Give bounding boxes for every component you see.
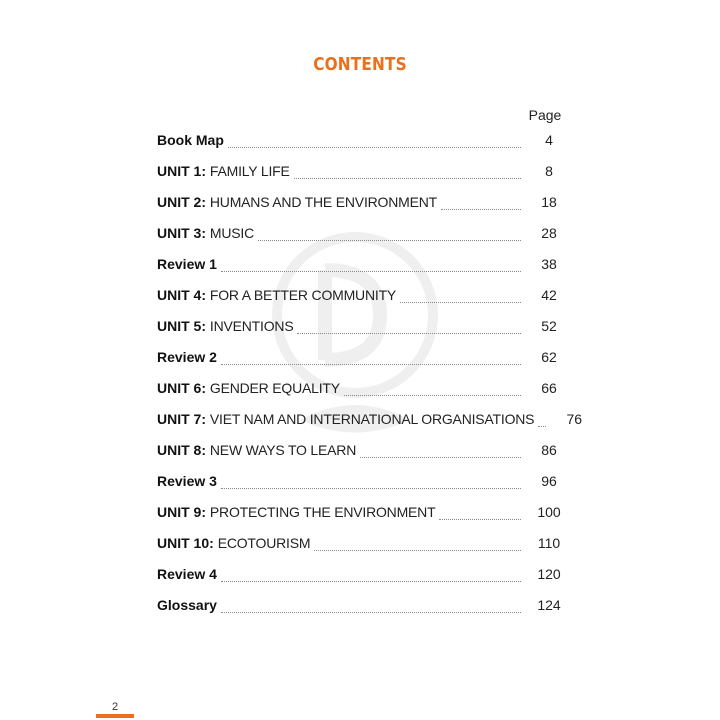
toc-entry-page-number: 62 [541,349,557,365]
dot-leader [441,201,521,210]
toc-entry-page-number: 38 [541,256,557,272]
toc-entry-page-number: 100 [537,504,561,520]
toc-entry-label [157,591,217,619]
dot-leader [221,356,521,365]
toc-entry-page-number: 120 [537,566,561,582]
toc-entry[interactable] [157,374,565,402]
toc-entry[interactable] [157,157,565,185]
dot-leader [221,480,521,489]
toc-entry[interactable] [157,529,565,557]
dot-leader [297,325,521,334]
toc-entry-prefix: UNIT 9: [157,504,206,520]
toc-entry-prefix: UNIT 6: [157,380,206,396]
toc-entry[interactable] [157,498,565,526]
toc-entry-title: FOR A BETTER COMMUNITY [209,287,397,303]
toc-entry-label [157,312,293,340]
page-title: CONTENTS [313,54,407,75]
toc-entry[interactable] [157,591,565,619]
dot-leader [221,604,521,613]
toc-entry-prefix: UNIT 3: [157,225,206,241]
toc-entry-label [157,188,437,216]
footer-page-number: 2 [111,701,119,713]
toc-entry-page-number: 66 [541,380,557,396]
toc-entry-title: GENDER EQUALITY [209,380,340,396]
dot-leader [400,294,521,303]
toc-entry-page-number: 124 [537,597,561,613]
toc-entry-label [157,219,254,247]
toc-entry-label [157,343,217,371]
dot-leader [294,170,521,179]
toc-entry-page-number: 42 [541,287,557,303]
toc-entry-page-number: 8 [545,163,553,179]
toc-entry-prefix: UNIT 7: [157,411,206,427]
toc-entry[interactable] [157,219,565,247]
dot-leader [538,418,546,427]
toc-entry-prefix: UNIT 8: [157,442,206,458]
toc-entry[interactable] [157,250,565,278]
toc-entry-title: NEW WAYS TO LEARN [209,442,357,458]
toc-entry[interactable] [157,436,565,464]
toc-entry-prefix: UNIT 1: [157,163,206,179]
toc-entry-prefix: Review 4 [157,566,217,582]
dot-leader [258,232,521,241]
toc-entry-label [157,126,224,154]
toc-entry-label [157,467,217,495]
toc-entry[interactable] [157,343,565,371]
toc-entry-label [157,560,217,588]
toc-entry-page-number: 52 [541,318,557,334]
toc-entry-page-number: 86 [541,442,557,458]
toc-entry-title: FAMILY LIFE [209,163,290,179]
toc-entry-label [157,157,290,185]
toc-entry-label [157,436,356,464]
dot-leader [344,387,521,396]
dot-leader [360,449,521,458]
toc-entry-title: PROTECTING THE ENVIRONMENT [209,504,436,520]
toc-entry-page-number: 76 [566,411,583,427]
toc-entry-prefix: UNIT 2: [157,194,206,210]
toc-entry-label [157,405,534,433]
toc-entry-title: ECOTOURISM [217,535,311,551]
toc-entry-prefix: UNIT 10: [157,535,214,551]
dot-leader [439,511,521,520]
toc-entry-page-number: 4 [545,132,553,148]
footer-accent-bar [96,714,134,718]
toc-entry[interactable] [157,405,583,433]
toc-entry-page-number: 110 [537,535,561,551]
toc-entry-label [157,374,340,402]
toc-entry-title: MUSIC [209,225,255,241]
toc-entry-prefix: Glossary [157,597,217,613]
toc-entry-page-number: 96 [541,473,557,489]
toc-entry[interactable] [157,560,565,588]
toc-entry-label [157,250,217,278]
toc-entry-prefix: Book Map [157,132,224,148]
toc-entry-prefix: UNIT 4: [157,287,206,303]
toc-entry-page-number: 18 [541,194,557,210]
toc-entry[interactable] [157,126,565,154]
toc-entry-title: HUMANS AND THE ENVIRONMENT [209,194,438,210]
toc-entry[interactable] [157,467,565,495]
toc-entry[interactable] [157,312,565,340]
toc-entry[interactable] [157,188,565,216]
toc-entry-page-number: 28 [541,225,557,241]
toc-entry-title: INVENTIONS [209,318,294,334]
dot-leader [228,139,521,148]
toc-entry-label [157,529,310,557]
toc-entry-prefix: Review 1 [157,256,217,272]
toc-entry-prefix: Review 3 [157,473,217,489]
page-column-heading: Page [528,107,562,123]
toc-entry[interactable] [157,281,565,309]
dot-leader [314,542,521,551]
dot-leader [221,263,521,272]
toc-entry-prefix: Review 2 [157,349,217,365]
toc-entry-prefix: UNIT 5: [157,318,206,334]
toc-entry-label [157,498,435,526]
toc-entry-title: VIET NAM AND INTERNATIONAL ORGANISATIONS [209,411,535,427]
dot-leader [221,573,521,582]
toc-entry-label [157,281,396,309]
